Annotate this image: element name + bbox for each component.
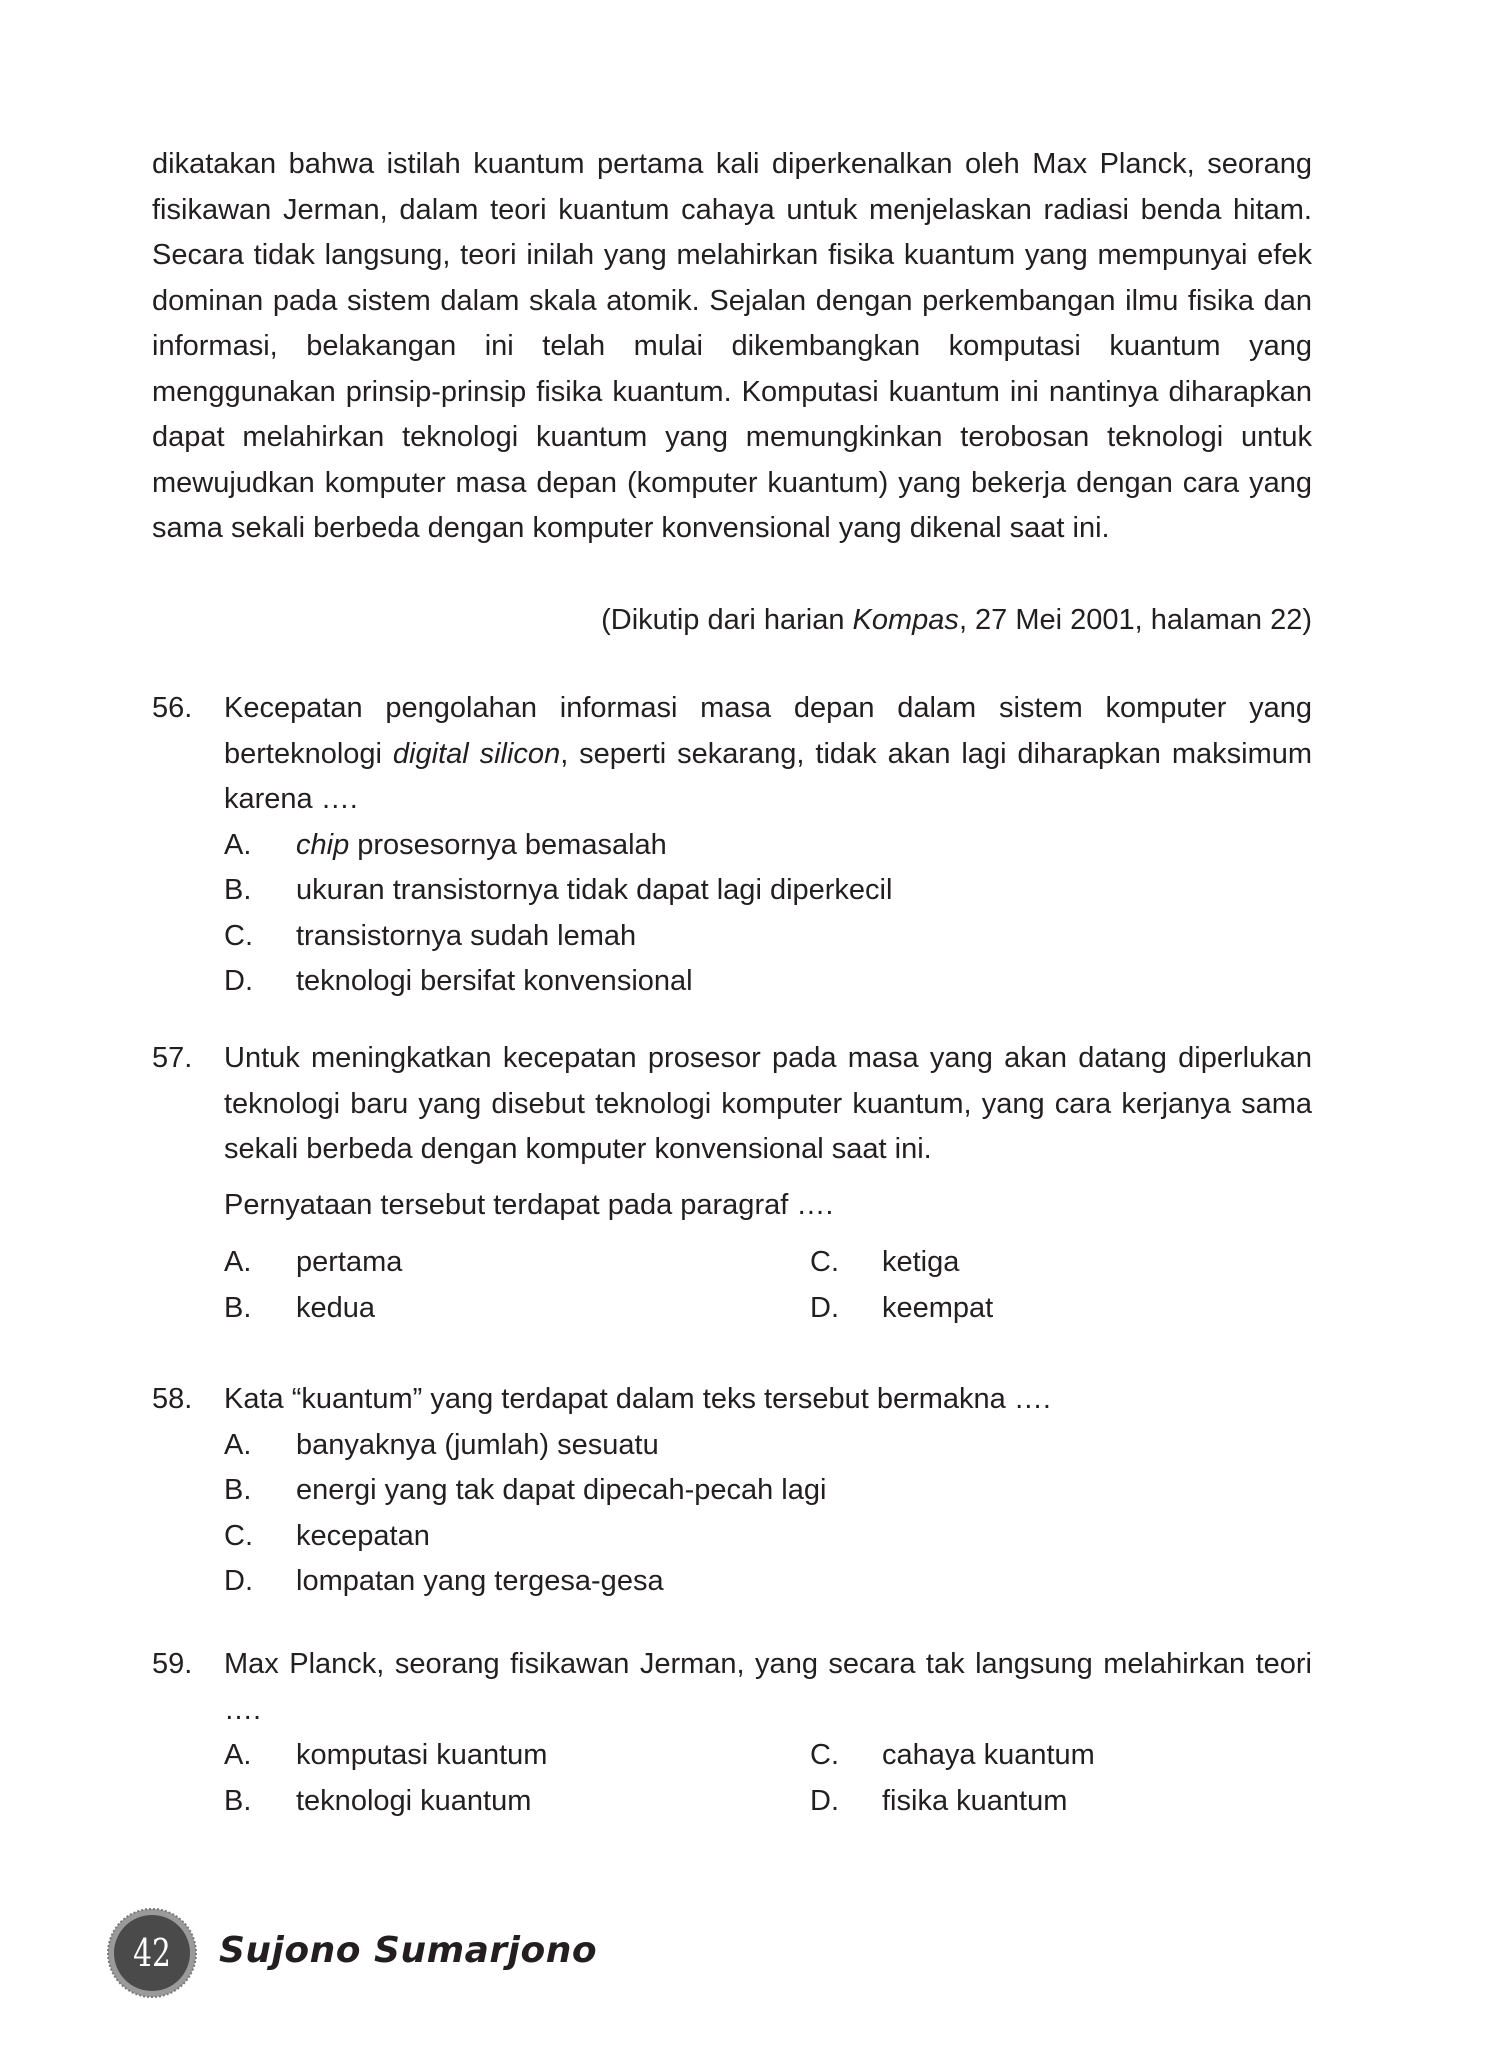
citation-source: Kompas [852,604,959,636]
option-text: transistornya sudah lemah [296,919,637,952]
question-stem: Untuk meningkatkan kecepatan prosesor pada masa yang akan datang diperlukan teknologi baru yang disebut teknologi komputer kuantum, yang cara kerjanya sama sekali berbeda dengan komputer konvensional saat ini. [224,1042,1312,1165]
option-text: kedua [296,1291,376,1324]
option-letter: A. [224,1428,252,1461]
option-letter: D. [224,965,253,997]
question-56 [152,686,1312,1005]
option-text: teknologi bersifat konvensional [296,965,693,997]
option-text: fisika kuantum [882,1784,1068,1817]
option-letter: A. [224,1246,252,1278]
option-list [224,823,1312,1005]
option-letter: C. [224,919,253,952]
option-text: ketiga [882,1246,960,1278]
italic-term: digital silicon [392,737,561,770]
option-letter: C. [810,1246,839,1278]
option-letter: C. [224,1519,253,1552]
option-text: ukuran transistornya tidak dapat lagi diperkecil [296,874,893,906]
option-letter: D. [224,1565,253,1597]
citation-suffix: , 27 Mei 2001, halaman 22) [958,604,1312,636]
question-number: 59. [152,1648,193,1680]
option-text: keempat [882,1291,994,1324]
question-stem: Kecepatan pengolahan informasi masa depan dalam sistem komputer yang berteknologi digital silicon, seperti sekarang, tidak akan lagi diharapkan maksimum karena …. [224,692,1313,815]
option-letter: A. [224,828,252,861]
question-57 [152,1036,1312,1331]
option-c [224,914,1312,960]
passage-paragraph: dikatakan bahwa istilah kuantum pertama kali diperkenalkan oleh Max Planck, seorang fisikawan Jerman, dalam teori kuantum cahaya untuk menjelaskan radiasi benda hitam. Secara tidak langsung, teori inilah yang melahirkan fisika kuantum yang mempunyai efek dominan pada sistem dalam skala atomik. Sejalan dengan perkembangan ilmu fisika dan informasi, belakangan ini telah mulai dikembangkan komputasi kuantum yang menggunakan prinsip-prinsip fisika kuantum. Komputasi kuantum ini nantinya diharapkan dapat melahirkan teknologi kuantum yang memungkinkan terobosan teknologi untuk mewujudkan komputer masa depan (komputer kuantum) yang bekerja dengan cara yang sama sekali berbeda dengan komputer konvensional yang dikenal saat ini. [152,148,1312,544]
option-text: pertama [296,1246,403,1278]
option-text: kecepatan [296,1519,430,1552]
option-letter: B. [224,874,252,906]
option-text: lompatan yang tergesa-gesa [296,1565,664,1597]
option-letter: B. [224,1474,252,1506]
citation-prefix: (Dikutip dari harian [601,604,853,636]
option-letter: C. [810,1739,839,1771]
option-text: teknologi kuantum [296,1784,532,1817]
page-number: 42 [133,1931,171,1975]
question-prompt: Pernyataan tersebut terdapat pada paragraf …. [224,1188,834,1221]
question-stem: Kata “kuantum” yang terdapat dalam teks tersebut bermakna …. [224,1383,1051,1415]
option-list [224,1423,1312,1605]
option-letter: B. [224,1784,252,1817]
option-text: komputasi kuantum [296,1739,548,1771]
option-a [224,823,1312,869]
option-row [224,1286,1312,1332]
question-number: 58. [152,1383,193,1415]
option-row [224,1733,1312,1779]
option-text: banyaknya (jumlah) sesuatu [296,1428,659,1461]
question-number: 56. [152,692,193,724]
option-a [224,1423,1312,1469]
question-stem: Max Planck, seorang fisikawan Jerman, yang secara tak langsung melahirkan teori …. [224,1648,1312,1726]
option-letter: A. [224,1739,252,1771]
option-d [224,959,1312,1005]
author-name: Sujono Sumarjono [219,1930,598,1971]
option-text: chip prosesornya bemasalah [296,828,667,861]
option-grid [224,1733,1312,1824]
option-text: cahaya kuantum [882,1739,1095,1771]
option-d [224,1559,1312,1605]
reading-passage [152,142,1312,552]
page-footer [107,1908,707,2018]
option-letter: D. [810,1291,839,1324]
option-row [224,1240,1312,1286]
page-number-badge [107,1908,197,1998]
question-number: 57. [152,1042,193,1074]
option-b [224,1468,1312,1514]
option-c [224,1514,1312,1560]
option-b [224,868,1312,914]
question-58 [152,1377,1312,1605]
option-row [224,1779,1312,1825]
citation [601,598,1312,644]
option-letter: D. [810,1784,839,1817]
option-text: energi yang tak dapat dipecah-pecah lagi [296,1474,827,1506]
option-grid [224,1240,1312,1331]
question-59 [152,1642,1312,1824]
option-letter: B. [224,1291,252,1324]
